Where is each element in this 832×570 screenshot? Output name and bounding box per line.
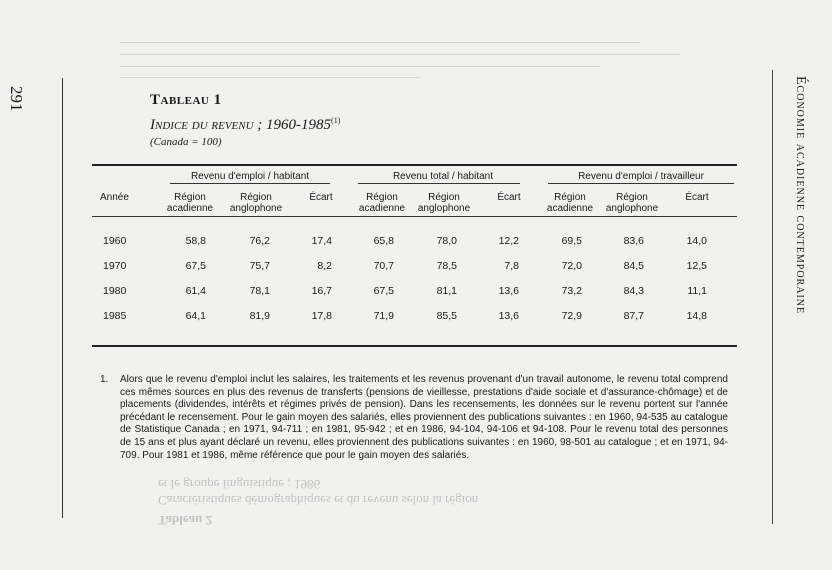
row-year: 1960	[103, 235, 127, 247]
table-cell: 65,8	[373, 235, 394, 247]
bleed-through-line	[120, 54, 680, 55]
table-cell: 13,6	[498, 285, 519, 297]
header-bottom-rule	[92, 216, 737, 217]
bleed-through-title: Tableau 2	[158, 513, 213, 528]
table-title	[150, 116, 340, 134]
group-header-rule	[170, 183, 330, 184]
column-header: Écart	[309, 192, 333, 203]
bleed-through-line	[120, 42, 640, 43]
page-number: 291	[7, 86, 26, 112]
table-cell: 14,0	[686, 235, 707, 247]
table-note: (Canada = 100)	[150, 136, 222, 148]
table-cell: 16,7	[311, 285, 332, 297]
table-cell: 61,4	[185, 285, 206, 297]
table-bottom-rule	[92, 345, 737, 347]
bleed-through-line	[120, 66, 600, 67]
table-cell: 72,0	[561, 260, 582, 272]
table-cell: 69,5	[561, 235, 582, 247]
table-cell: 17,4	[311, 235, 332, 247]
table-cell: 67,5	[373, 285, 394, 297]
table-cell: 84,5	[623, 260, 644, 272]
table-cell: 78,1	[249, 285, 270, 297]
table-cell: 67,5	[185, 260, 206, 272]
column-header: Écart	[685, 192, 709, 203]
table-cell: 12,5	[686, 260, 707, 272]
table-title-footnote-ref: (1)	[331, 116, 341, 125]
table-cell: 8,2	[317, 260, 332, 272]
running-head: Économie acadienne contemporaine	[793, 76, 808, 315]
table-cell: 11,1	[687, 285, 707, 297]
column-header: Région anglophone	[229, 192, 283, 214]
column-header: Région anglophone	[417, 192, 471, 214]
column-header: Écart	[497, 192, 521, 203]
table-cell: 72,9	[561, 310, 582, 322]
column-header: Région acadienne	[546, 192, 594, 214]
table-cell: 17,8	[311, 310, 332, 322]
row-year: 1970	[103, 260, 127, 272]
table-cell: 7,8	[504, 260, 519, 272]
bleed-through-line: et le groupe linguistique ; 1986	[158, 477, 321, 492]
bleed-through-line: Caractéristiques démographiques et du revenu selon la région	[158, 493, 479, 508]
table-cell: 75,7	[249, 260, 270, 272]
column-header: Région acadienne	[166, 192, 214, 214]
table-cell: 14,8	[686, 310, 707, 322]
table-cell: 70,7	[373, 260, 394, 272]
row-year: 1980	[103, 285, 127, 297]
footnote-number: 1.	[100, 374, 109, 385]
table-cell: 12,2	[498, 235, 519, 247]
table-cell: 64,1	[185, 310, 206, 322]
table-cell: 73,2	[561, 285, 582, 297]
column-header: Région acadienne	[358, 192, 406, 214]
column-header: Région anglophone	[605, 192, 659, 214]
table-cell: 58,8	[185, 235, 206, 247]
table-cell: 85,5	[436, 310, 457, 322]
table-cell: 71,9	[373, 310, 394, 322]
table-cell: 78,5	[436, 260, 457, 272]
table-cell: 83,6	[623, 235, 644, 247]
table-title-text: Indice du revenu ; 1960-1985	[150, 117, 332, 133]
group-header: Revenu d'emploi / habitant	[190, 171, 310, 182]
table-cell: 81,1	[436, 285, 457, 297]
footnote-text: Alors que le revenu d'emploi inclut les salaires, les traitements et les revenus provenant d'un travail autonome, le revenu total comprend ces mêmes sources en plus des revenus de transferts (pensions de vieillesse, prestations d'aide sociale et d'assurance-chômage) et de placements (dividendes, intérêts et régimes privés de pension). Dans les recensements, les données sur le revenu portent sur l'année précédant le recensement. Pour le gain moyen des salariés, elles proviennent des publications suivantes : en 1960, 94-535 au catalogue de Statistique Canada ; en 1971, 94-711 ; en 1981, 95-942 ; et en 1986, 94-104, 94-106 et 94-108. Pour le revenu total des personnes de 15 ans et plus ayant déclaré un revenu, elles proviennent des publications suivantes : en 1960, 98-501 au catalogue ; et en 1971, 94-709. Pour 1981 et 1986, même référence que pour le gain moyen des salariés.	[120, 374, 728, 461]
group-header: Revenu d'emploi / travailleur	[578, 171, 704, 182]
table-cell: 78,0	[436, 235, 457, 247]
column-header-annee: Année	[100, 192, 129, 203]
table-cell: 13,6	[498, 310, 519, 322]
table-cell: 81,9	[249, 310, 270, 322]
table-cell: 84,3	[623, 285, 644, 297]
right-margin-rule	[772, 70, 773, 524]
left-margin-rule	[62, 78, 63, 518]
table-cell: 87,7	[623, 310, 644, 322]
table-label: Tableau 1	[150, 92, 222, 108]
bleed-through-line	[120, 77, 420, 78]
group-header: Revenu total / habitant	[392, 171, 494, 182]
group-header-rule	[548, 183, 734, 184]
table-top-rule	[92, 164, 737, 166]
table-cell: 76,2	[249, 235, 270, 247]
footnote	[100, 374, 728, 462]
group-header-rule	[358, 183, 520, 184]
row-year: 1985	[103, 310, 127, 322]
